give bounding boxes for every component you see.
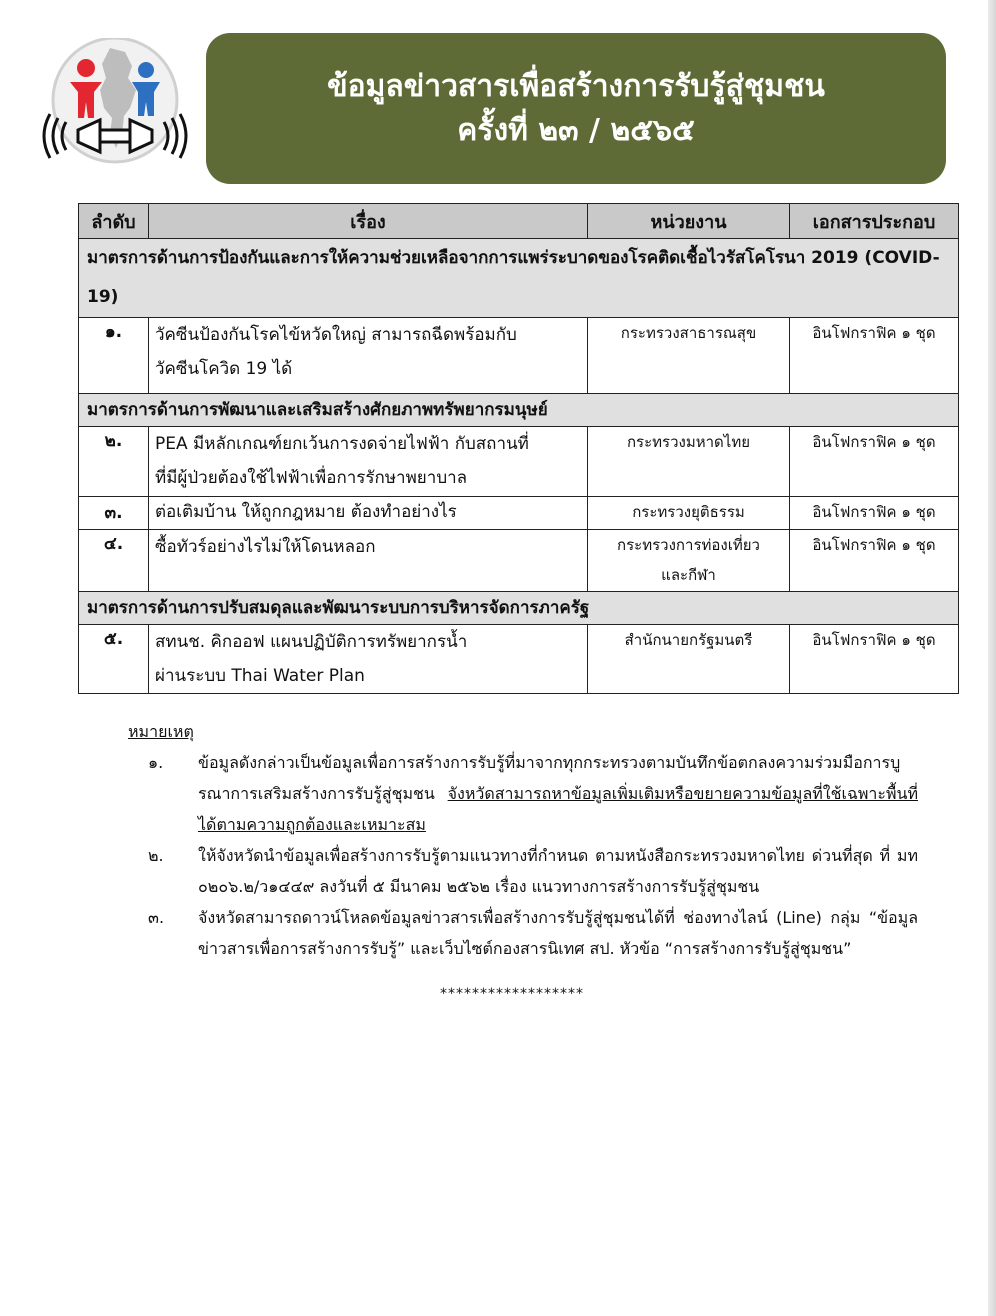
table-row bbox=[79, 530, 959, 592]
topic-line: วัคซีนป้องกันโรคไข้หวัดใหญ่ สามารถฉีดพร้อมกับ bbox=[155, 325, 517, 345]
agency-line: กระทรวงยุติธรรม bbox=[632, 503, 745, 521]
header-agency: หน่วยงาน bbox=[588, 204, 790, 239]
row-document: อินโฟกราฟิค ๑ ชุด bbox=[790, 427, 959, 497]
note-item bbox=[128, 840, 918, 902]
row-no: ๒. bbox=[79, 427, 149, 497]
agency-line: และกีฬา bbox=[661, 566, 716, 584]
table-header-row bbox=[79, 204, 959, 239]
header-no: ลำดับ bbox=[79, 204, 149, 239]
topic-line: วัคซีนโควิด 19 ได้ bbox=[155, 359, 293, 379]
header-topic: เรื่อง bbox=[149, 204, 588, 239]
row-agency bbox=[588, 318, 790, 394]
row-agency bbox=[588, 530, 790, 592]
topic-line: PEA มีหลักเกณฑ์ยกเว้นการงดจ่ายไฟฟ้า กับสถานที่ bbox=[155, 434, 529, 454]
row-agency bbox=[588, 625, 790, 694]
table-row bbox=[79, 625, 959, 694]
people-megaphone-logo-icon bbox=[40, 38, 190, 168]
topic-line: สทนช. คิกออฟ แผนปฏิบัติการทรัพยากรน้ำ bbox=[155, 632, 468, 652]
agency-line: กระทรวงการท่องเที่ยว bbox=[617, 536, 760, 554]
note-number: ๓. bbox=[148, 908, 165, 927]
section-row bbox=[79, 239, 959, 318]
news-table bbox=[78, 203, 959, 694]
section-row bbox=[79, 394, 959, 427]
note-number: ๑. bbox=[148, 753, 164, 772]
row-topic bbox=[149, 625, 588, 694]
row-no: ๓. bbox=[79, 497, 149, 530]
table-row bbox=[79, 497, 959, 530]
topic-line: ผ่านระบบ Thai Water Plan bbox=[155, 666, 365, 686]
row-topic bbox=[149, 497, 588, 530]
row-document: อินโฟกราฟิค ๑ ชุด bbox=[790, 625, 959, 694]
note-item bbox=[128, 902, 918, 964]
row-topic bbox=[149, 530, 588, 592]
row-topic bbox=[149, 427, 588, 497]
topic-line: ต่อเติมบ้าน ให้ถูกกฎหมาย ต้องทำอย่างไร bbox=[155, 502, 457, 522]
banner-title: ข้อมูลข่าวสารเพื่อสร้างการรับรู้สู่ชุมชน bbox=[327, 68, 825, 104]
row-document: อินโฟกราฟิค ๑ ชุด bbox=[790, 530, 959, 592]
note-body: ข้อมูลดังกล่าวเป็นข้อมูลเพื่อการสร้างการรับรู้ที่มาจากทุกกระทรวงตามบันทึกข้อตกลงความร่วมมือการบูรณาการเสริมสร้างการรับรู้สู่ชุมชน bbox=[198, 753, 901, 803]
agency-line: กระทรวงมหาดไทย bbox=[626, 433, 751, 451]
row-document: อินโฟกราฟิค ๑ ชุด bbox=[790, 497, 959, 530]
agency-line: สำนักนายกรัฐมนตรี bbox=[624, 631, 753, 649]
logo bbox=[40, 38, 190, 168]
agency-line: กระทรวงสาธารณสุข bbox=[620, 324, 757, 342]
section-title: มาตรการด้านการปรับสมดุลและพัฒนาระบบการบริหารจัดการภาครัฐ bbox=[79, 592, 959, 625]
title-banner bbox=[206, 33, 946, 184]
note-text bbox=[176, 902, 918, 964]
note-number: ๒. bbox=[148, 846, 164, 865]
header-document: เอกสารประกอบ bbox=[790, 204, 959, 239]
note-text bbox=[176, 747, 918, 840]
row-agency bbox=[588, 427, 790, 497]
note-underlined: จังหวัดสามารถหาข้อมูลเพิ่มเติมหรือขยายความข้อมูลที่ใช้เฉพาะพื้นที่ได้ตามความถูกต้องและเหมาะสม bbox=[198, 784, 918, 834]
row-no: ๔. bbox=[79, 530, 149, 592]
topic-line: ที่มีผู้ป่วยต้องใช้ไฟฟ้าเพื่อการรักษาพยาบาล bbox=[155, 468, 468, 488]
table-row bbox=[79, 318, 959, 394]
page-edge-shadow bbox=[988, 0, 996, 1316]
end-separator: ****************** bbox=[440, 986, 584, 1002]
row-topic bbox=[149, 318, 588, 394]
topic-line: ซื้อทัวร์อย่างไรไม่ให้โดนหลอก bbox=[155, 537, 376, 557]
notes-title: หมายเหตุ bbox=[128, 722, 194, 741]
note-text bbox=[176, 840, 918, 902]
row-agency bbox=[588, 497, 790, 530]
note-body: จังหวัดสามารถดาวน์โหลดข้อมูลข่าวสารเพื่อสร้างการรับรู้สู่ชุมชนได้ที่ ช่องทางไลน์ (Line) กลุ่ม “ข้อมูลข่าวสารเพื่อการสร้างการรับรู้” และเว็บไซต์กองสารนิเทศ สป. หัวข้อ “การสร้างการรับรู้สู่ชุมชน” bbox=[198, 908, 918, 958]
section-row bbox=[79, 592, 959, 625]
notes-section bbox=[128, 716, 918, 964]
row-no: ๑. bbox=[79, 318, 149, 394]
note-body: ให้จังหวัดนำข้อมูลเพื่อสร้างการรับรู้ตามแนวทางที่กำหนด ตามหนังสือกระทรวงมหาดไทย ด่วนที่สุด ที่ มท ๐๒๐๖.๒/ว๑๔๔๙ ลงวันที่ ๕ มีนาคม ๒๕๖๒ เรื่อง แนวทางการสร้างการรับรู้สู่ชุมชน bbox=[198, 846, 918, 896]
row-document: อินโฟกราฟิค ๑ ชุด bbox=[790, 318, 959, 394]
table-row bbox=[79, 427, 959, 497]
banner-issue: ครั้งที่ ๒๓ / ๒๕๖๕ bbox=[457, 112, 695, 148]
note-item bbox=[128, 747, 918, 840]
section-title: มาตรการด้านการป้องกันและการให้ความช่วยเหลือจากการแพร่ระบาดของโรคติดเชื้อไวรัสโคโรนา 2019 (COVID-19) bbox=[79, 239, 959, 318]
section-title: มาตรการด้านการพัฒนาและเสริมสร้างศักยภาพทรัพยากรมนุษย์ bbox=[79, 394, 959, 427]
row-no: ๕. bbox=[79, 625, 149, 694]
